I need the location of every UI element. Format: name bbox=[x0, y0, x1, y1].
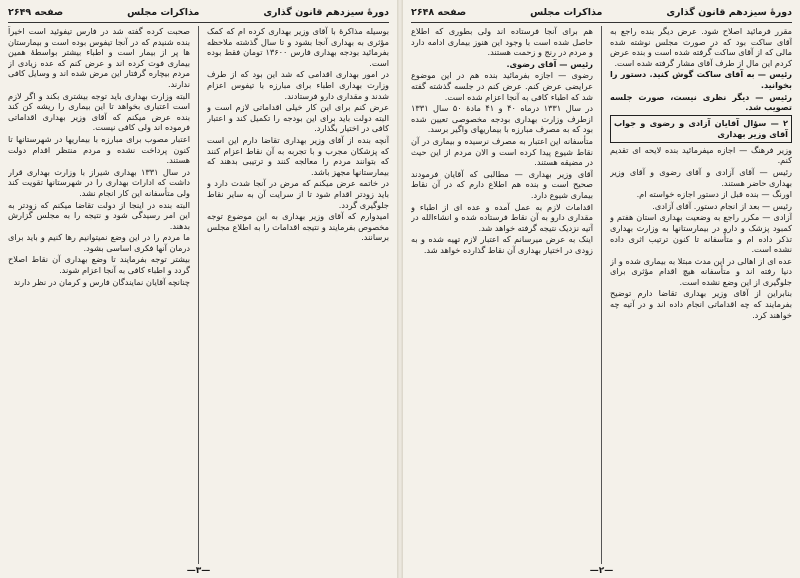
column-separator bbox=[601, 26, 602, 564]
paragraph: آقای وزیر بهداری — مطالبی که آقایان فرمودند صحیح است و بنده هم اطلاع دارم که در آن نقاط بیماری شیوع دارد. bbox=[411, 168, 593, 200]
right-page-header bbox=[411, 4, 792, 20]
paragraph: صحبت کرده گفته شد در فارس تیفوئید است اخیراً بنده شنیدم که در آنجا تیفوس بوده است و بیمارستان ها پر از بیمار است و اطباء بیشتر بواسطهٔ همین بیماری فوت کرده اند و عرض کنم که عده زیادی از مردم بیچاره گرفتار این مرض شده اند و وسایل کافی ندارند. bbox=[8, 26, 190, 89]
paragraph: بوسیله مذاکرهٔ با آقای وزیر بهداری کرده ام که کمک مؤثری به بهداری آنجا بشود و تا سال گذشته ملاحظه بفرمائید بودجه بهداری فارس ۱۳۶۰۰ تومان فقط بوده است. bbox=[207, 26, 389, 68]
paragraph: اقدامات لازم به عمل آمده و عده ای از اطباء و مقداری دارو به آن نقاط فرستاده شده و انشاءالله در آتیه نزدیک نتیجه گرفته خواهد شد. bbox=[411, 201, 593, 233]
right-page bbox=[403, 0, 800, 578]
paragraph: هم برای آنجا فرستاده اند ولی بطوری که اطلاع حاصل شده است با وجود این هنوز بیماری ادامه دارد و مردم در رنج و زحمت هستند. bbox=[411, 26, 593, 58]
paragraph: البته بنده در اینجا از دولت تقاضا میکنم که زودتر به این امر رسیدگی شود و نتیجه را به مجلس گزارش بدهند. bbox=[8, 199, 190, 231]
speaker-line: رئیس — آقای رضوی. bbox=[506, 58, 593, 69]
paragraph: ما مردم را در این وضع نمیتوانیم رها کنیم و باید برای درمان آنها فکری اساسی بشود. bbox=[8, 232, 190, 253]
paragraph: عده ای از اهالی در این مدت مبتلا به بیماری شده و از دنیا رفته اند و متأسفانه هیچ اقدام مؤثری برای جلوگیری از این وضع نشده است. bbox=[610, 255, 792, 287]
right-page-left-column bbox=[411, 26, 593, 564]
left-page-title: مذاکرات مجلس bbox=[127, 6, 200, 18]
left-page-number-label: صفحه ۲۶۴۹ bbox=[8, 6, 64, 18]
left-page bbox=[0, 0, 397, 578]
right-page-number-label: صفحه ۲۶۴۸ bbox=[411, 6, 467, 18]
paragraph: چنانچه آقایان نمایندگان فارس و کرمان در نظر دارند bbox=[13, 276, 190, 287]
left-page-header bbox=[8, 4, 389, 20]
paragraph: در سال ۱۳۳۱ درماه ۴۰ و ۴۱ مادهٔ ۵۰ سال ۱۳۳۱ ازطرف وزارت بهداری بودجه مخصوصی تعیین شده بود که به مصرف مبارزه با بیماریهای واگیر برسد. bbox=[411, 103, 593, 135]
speaker-line: رئیس — به آقای ساکت گوش کنید. دستور را بخوانید. bbox=[610, 69, 792, 90]
paragraph: بنابراین از آقای وزیر بهداری تقاضا دارم توضیح بفرمایند که چه اقداماتی انجام داده اند و در آتیه چه خواهند کرد. bbox=[610, 288, 792, 320]
paragraph: اورنگ — بنده قبل از دستور اجازه خواسته ام. bbox=[636, 189, 792, 200]
left-header-rule bbox=[8, 22, 389, 23]
right-page-title: مذاکرات مجلس bbox=[530, 6, 603, 18]
right-page-session: دورهٔ سیزدهم قانون گذاری bbox=[666, 6, 792, 18]
paragraph: عرض کنم برای این کار خیلی اقداماتی لازم است و البته دولت باید برای این بودجه را تکمیل کند و اعتبار کافی در اختیار بگذارد. bbox=[207, 102, 389, 134]
agenda-item-box: ۲ — سؤال آقایان آزادی و رضوی و جواب آقای وزیر بهداری bbox=[610, 115, 792, 143]
right-page-footer-number: —۲— bbox=[589, 566, 614, 576]
column-separator bbox=[198, 26, 199, 564]
left-page-left-column bbox=[8, 26, 190, 564]
paragraph: آزادی — مکرر راجع به وضعیت بهداری استان هفتم و کمبود پزشک و دارو در بیمارستانها به وزارت بهداری تذکر داده ام و متأسفانه تا کنون ترتیب اثری داده نشده است. bbox=[610, 212, 792, 255]
paragraph: آنچه بنده از آقای وزیر بهداری تقاضا دارم این است که پزشکان مجرب و با تجربه به آن نقاط اعزام کنند که بتوانند مردم را معالجه کنند و ترتیبی بدهند که بیمارستانها مجهز باشد. bbox=[207, 134, 389, 177]
paragraph: رضوی — اجازه بفرمائید بنده هم در این موضوع عرایضی عرض کنم. عرض کنم در جلسه گذشته گفته شد که اطباء کافی به آنجا اعزام شده است. bbox=[411, 70, 593, 102]
paragraph: مقرر فرمائید اصلاح شود. عرض دیگر بنده راجع به آقای ساکت بود که در صورت مجلس نوشته شده مالی که از آقای ساکت گرفته شده است و بنده عرض کردم این مال از طرف آقای مشار گرفته شده است. bbox=[610, 26, 792, 68]
paragraph: در سال ۱۳۳۱ بهداری شیراز با وزارت بهداری قرار داشت که ادارات بهداری را در شهرستانها تقویت کند ولی متأسفانه این کار انجام نشد. bbox=[8, 166, 190, 198]
paragraph: اینک به عرض میرسانم که اعتبار لازم تهیه شده و به زودی در اختیار بهداری آن نقاط گذارده خواهد شد. bbox=[411, 234, 593, 255]
left-page-footer-number: —۳— bbox=[186, 566, 211, 576]
left-page-session: دورهٔ سیزدهم قانون گذاری bbox=[263, 6, 389, 18]
paragraph: امیدوارم که آقای وزیر بهداری به این موضوع توجه مخصوص بفرمایند و نتیجه اقدامات را به اطلاع مجلس برسانند. bbox=[207, 211, 389, 243]
paragraph: اعتبار مصوب برای مبارزه با بیماریها در شهرستانها تا کنون پرداخت نشده و مردم منتظر اقدام دولت هستند. bbox=[8, 133, 190, 166]
paragraph: در خاتمه عرض میکنم که مرض در آنجا شدت دارد و باید زودتر اقدام شود تا از سرایت آن به سایر نقاط جلوگیری گردد. bbox=[207, 178, 389, 210]
left-page-right-column bbox=[207, 26, 389, 564]
paragraph: رئیس — بعد از انجام دستور. آقای آزادی. bbox=[652, 200, 792, 211]
speaker-line: رئیس — دیگر نظری نیست، صورت جلسه تصویب شد. bbox=[610, 91, 792, 113]
left-page-columns bbox=[8, 26, 389, 564]
paragraph: متأسفانه این اعتبار به مصرف نرسیده و بیماری در آن نقاط شیوع پیدا کرده است و الان مردم از این حیث در مضیقه هستند. bbox=[411, 135, 593, 168]
paragraph: در امور بهداری اقدامی که شد این بود که از طرف وزارت بهداری اطباء برای مبارزه با تیفوس اعزام شدند و مقداری دارو فرستادند. bbox=[207, 69, 389, 101]
right-header-rule bbox=[411, 22, 792, 23]
paragraph: بیشتر توجه بفرمایند تا وضع بهداری آن نقاط اصلاح گردد و اطباء کافی به آنجا اعزام شوند. bbox=[8, 254, 190, 276]
paragraph: وزیر فرهنگ — اجازه میفرمائید بنده لایحه ای تقدیم کنم. bbox=[610, 144, 792, 166]
paragraph: رئیس — آقای آزادی و آقای رضوی و آقای وزیر بهداری حاضر هستند. bbox=[610, 166, 792, 188]
paragraph: البته وزارت بهداری باید توجه بیشتری بکند و اگر لازم است اعتباری بخواهد تا این بیماری را ریشه کن کند بنده عرض میکنم که آقای وزیر بهداری اقداماتی فرموده اند ولی کافی نیست. bbox=[8, 90, 190, 133]
right-page-right-column bbox=[610, 26, 792, 564]
right-page-columns bbox=[411, 26, 792, 564]
